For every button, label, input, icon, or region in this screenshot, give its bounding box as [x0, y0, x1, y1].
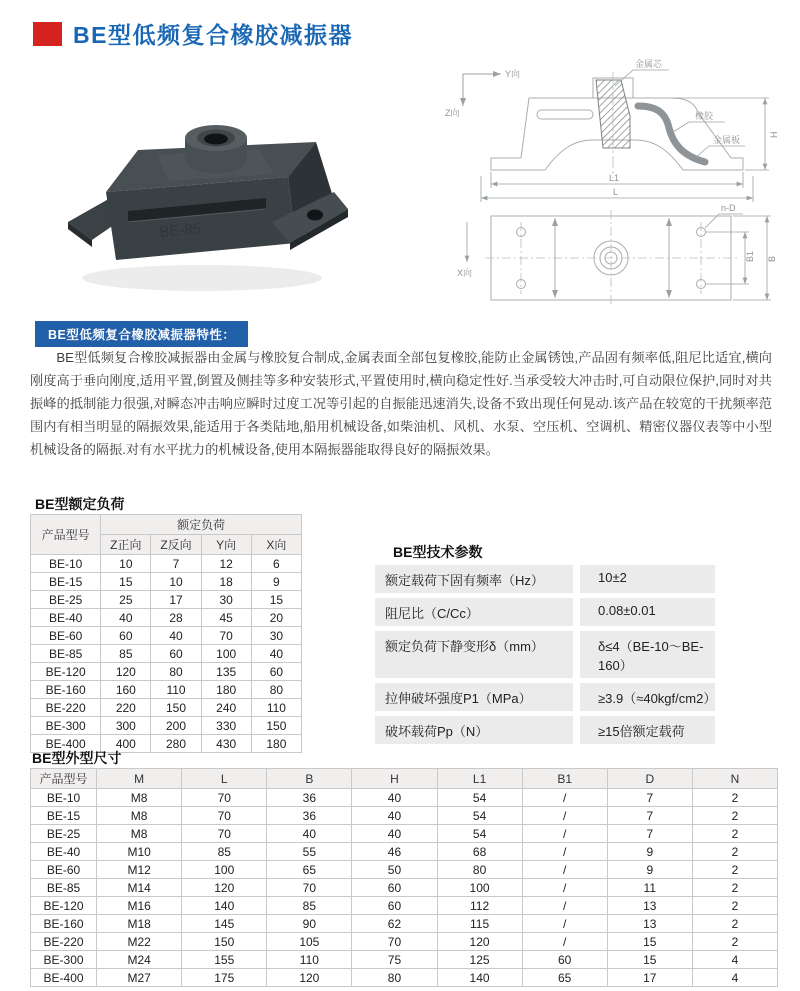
table-cell: 110	[251, 699, 301, 717]
dim-col-l1: L1	[437, 769, 522, 789]
table-cell: 120	[182, 879, 267, 897]
table-row	[31, 861, 778, 879]
table-cell: 12	[201, 555, 251, 573]
dim-l-label: L	[613, 187, 619, 197]
col-header-y: Y向	[201, 535, 251, 555]
table-cell: 10	[151, 573, 201, 591]
table-cell: 65	[267, 861, 352, 879]
table-cell: 115	[437, 915, 522, 933]
tech-param-label: 额定载荷下固有频率（Hz）	[375, 565, 573, 593]
table-cell: M12	[97, 861, 182, 879]
table-row	[31, 573, 302, 591]
tech-param-row	[375, 683, 715, 711]
table-cell: 2	[692, 879, 777, 897]
red-square-bullet-icon	[33, 22, 62, 46]
table-cell: 54	[437, 789, 522, 807]
table-cell: 175	[182, 969, 267, 987]
table-cell: 30	[251, 627, 301, 645]
table-cell: 80	[352, 969, 437, 987]
dim-col-b1: B1	[522, 769, 607, 789]
dim-col-l: L	[182, 769, 267, 789]
table-cell: 2	[692, 915, 777, 933]
table-cell: 70	[201, 627, 251, 645]
table-cell: 60	[522, 951, 607, 969]
table-cell: 430	[201, 735, 251, 753]
dim-l1-label: L1	[609, 173, 620, 183]
table-cell: 40	[352, 807, 437, 825]
dim-col-model: 产品型号	[31, 769, 97, 789]
table-cell: 4	[692, 969, 777, 987]
table-cell: 2	[692, 933, 777, 951]
table-cell: 50	[352, 861, 437, 879]
table-cell: 75	[352, 951, 437, 969]
dim-table	[30, 768, 778, 987]
features-paragraph: BE型低频复合橡胶减振器由金属与橡胶复合制成,金属表面全部包复橡胶,能防止金属锈蚀,产品固有频率低,阻尼比适宜,横向刚度高于垂向刚度,适用平置,倒置及侧挂等多种安装形式,平置使用时,横向稳定性好.当承受较大冲击时,可自动限位保护,同时对共振峰的抵制能力很强,对瞬态冲击响应瞬时过度工况等引起的自振能迅速消失,设备不致出现任何晃动.该产品在较宽的干扰频率范围内有相当明显的隔振效果,能适用于各类陆地,船用机械设备,如柴油机、风机、水泵、空压机、空调机、精密仪器仪表等中小型机械设备的隔振.对有水平扰力的机械设备,使用本隔振器能取得良好的隔振效果。	[30, 350, 772, 457]
table-cell: 2	[692, 843, 777, 861]
group-header: 额定负荷	[101, 515, 302, 535]
table-row	[31, 969, 778, 987]
axis-marker	[463, 74, 501, 106]
table-cell: 68	[437, 843, 522, 861]
table-cell: BE-400	[31, 969, 97, 987]
table-cell: 80	[437, 861, 522, 879]
features-heading-bar: BE型低频复合橡胶减振器特性：	[35, 321, 248, 347]
table-cell: 2	[692, 861, 777, 879]
table-cell: 240	[201, 699, 251, 717]
table-row	[31, 645, 302, 663]
table-cell: M8	[97, 825, 182, 843]
tech-params-list	[375, 565, 715, 749]
table-cell: 28	[151, 609, 201, 627]
table-cell: BE-160	[31, 915, 97, 933]
table-cell: 40	[101, 609, 151, 627]
table-cell: 46	[352, 843, 437, 861]
table-cell: /	[522, 807, 607, 825]
table-cell: 40	[151, 627, 201, 645]
table-cell: /	[522, 879, 607, 897]
table-cell: /	[522, 861, 607, 879]
tech-param-label: 拉伸破坏强度P1（MPa）	[375, 683, 573, 711]
table-cell: 40	[352, 789, 437, 807]
table-cell: 140	[182, 897, 267, 915]
dim-h-label: H	[769, 131, 779, 138]
table-cell: 70	[182, 807, 267, 825]
table-cell: 85	[267, 897, 352, 915]
z-axis-label: Z向	[445, 108, 460, 118]
table-cell: 220	[101, 699, 151, 717]
tech-param-label: 额定负荷下静变形δ（mm）	[375, 631, 573, 678]
table-cell: 280	[151, 735, 201, 753]
table-cell: 90	[267, 915, 352, 933]
table-cell: 150	[151, 699, 201, 717]
table-cell: 85	[101, 645, 151, 663]
table-cell: 70	[182, 825, 267, 843]
table-cell: 15	[607, 951, 692, 969]
table-cell: 120	[101, 663, 151, 681]
table-cell: 45	[201, 609, 251, 627]
rubber-label: 橡胶	[695, 111, 714, 121]
y-axis-label: Y向	[505, 69, 521, 79]
tech-param-row	[375, 565, 715, 593]
table-cell: 135	[201, 663, 251, 681]
embossed-model-label: BE-85	[158, 220, 202, 241]
table-cell: 180	[251, 735, 301, 753]
table-cell: 36	[267, 807, 352, 825]
table-cell: BE-15	[31, 573, 101, 591]
table-row	[31, 825, 778, 843]
table-row	[31, 609, 302, 627]
col-header-z-pos: Z正向	[101, 535, 151, 555]
table-cell: 80	[151, 663, 201, 681]
table-cell: 62	[352, 915, 437, 933]
table-cell: BE-60	[31, 861, 97, 879]
table-row	[31, 789, 778, 807]
table-cell: BE-10	[31, 555, 101, 573]
photo-shadow	[82, 265, 322, 291]
flange-hole	[307, 210, 323, 221]
table-cell: /	[522, 789, 607, 807]
table-cell: 30	[201, 591, 251, 609]
table-cell: BE-60	[31, 627, 101, 645]
table-cell: /	[522, 843, 607, 861]
table-cell: /	[522, 825, 607, 843]
table-cell: 6	[251, 555, 301, 573]
tech-param-value: ≥15倍额定载荷	[580, 716, 715, 744]
dim-table-title: BE型外型尺寸	[32, 750, 122, 766]
table-cell: 65	[522, 969, 607, 987]
table-cell: 155	[182, 951, 267, 969]
tech-params-title: BE型技术参数	[393, 544, 483, 560]
tech-param-value: 10±2	[580, 565, 715, 593]
table-cell: BE-15	[31, 807, 97, 825]
table-cell: BE-220	[31, 699, 101, 717]
table-cell: 140	[437, 969, 522, 987]
dim-col-h: H	[352, 769, 437, 789]
table-row	[31, 699, 302, 717]
table-row	[31, 897, 778, 915]
table-cell: 100	[201, 645, 251, 663]
table-cell: 15	[607, 933, 692, 951]
bottom-center-lines	[485, 210, 737, 306]
dim-b-label: B	[767, 255, 777, 262]
table-row	[31, 933, 778, 951]
tech-param-row	[375, 631, 715, 678]
tech-param-label: 阻尼比（C/Cc）	[375, 598, 573, 626]
cylinder-hole	[204, 134, 228, 145]
page-header	[33, 17, 353, 50]
table-cell: 145	[182, 915, 267, 933]
dim-col-d: D	[607, 769, 692, 789]
table-cell: 2	[692, 789, 777, 807]
table-cell: 120	[267, 969, 352, 987]
table-cell: 180	[201, 681, 251, 699]
table-cell: /	[522, 915, 607, 933]
table-cell: 60	[251, 663, 301, 681]
table-row	[31, 591, 302, 609]
table-cell: BE-85	[31, 645, 101, 663]
table-cell: 40	[251, 645, 301, 663]
table-cell: 110	[151, 681, 201, 699]
table-cell: 15	[251, 591, 301, 609]
metal-core-label: 金属芯	[635, 59, 663, 69]
table-cell: 120	[437, 933, 522, 951]
table-cell: 36	[267, 789, 352, 807]
dim-table-head	[31, 769, 778, 789]
technical-drawing	[433, 46, 789, 316]
table-cell: 40	[352, 825, 437, 843]
table-cell: BE-10	[31, 789, 97, 807]
table-cell: 55	[267, 843, 352, 861]
table-cell: M8	[97, 789, 182, 807]
table-cell: 7	[607, 825, 692, 843]
table-cell: M18	[97, 915, 182, 933]
table-cell: 40	[267, 825, 352, 843]
table-cell: 100	[182, 861, 267, 879]
col-model-header: 产品型号	[31, 515, 101, 555]
table-cell: 70	[267, 879, 352, 897]
table-cell: 160	[101, 681, 151, 699]
table-row	[31, 807, 778, 825]
table-cell: 2	[692, 825, 777, 843]
table-cell: 112	[437, 897, 522, 915]
table-cell: M27	[97, 969, 182, 987]
table-cell: BE-300	[31, 951, 97, 969]
table-cell: 13	[607, 897, 692, 915]
table-row	[31, 717, 302, 735]
product-photo	[50, 80, 350, 305]
table-cell: 60	[151, 645, 201, 663]
table-cell: BE-40	[31, 609, 101, 627]
table-cell: 7	[607, 789, 692, 807]
table-cell: BE-220	[31, 933, 97, 951]
table-row	[31, 915, 778, 933]
dim-b1-label: B1	[745, 250, 755, 262]
table-cell: 125	[437, 951, 522, 969]
table-cell: 400	[101, 735, 151, 753]
table-row	[31, 951, 778, 969]
load-table-title: BE型额定负荷	[35, 496, 125, 512]
table-cell: /	[522, 897, 607, 915]
dim-col-n: N	[692, 769, 777, 789]
table-row	[31, 681, 302, 699]
table-cell: 150	[182, 933, 267, 951]
table-cell: BE-120	[31, 663, 101, 681]
table-cell: 110	[267, 951, 352, 969]
table-cell: M16	[97, 897, 182, 915]
table-cell: 100	[437, 879, 522, 897]
table-cell: 7	[607, 807, 692, 825]
table-cell: BE-25	[31, 591, 101, 609]
table-cell: 20	[251, 609, 301, 627]
table-cell: M8	[97, 807, 182, 825]
table-row	[31, 627, 302, 645]
table-cell: 54	[437, 807, 522, 825]
table-cell: 70	[352, 933, 437, 951]
table-cell: BE-400	[31, 735, 101, 753]
table-cell: 11	[607, 879, 692, 897]
table-cell: 9	[251, 573, 301, 591]
dimension-lines-bottom	[467, 214, 771, 300]
metal-plate-label: 金属板	[713, 135, 741, 145]
table-cell: 15	[101, 573, 151, 591]
table-cell: BE-25	[31, 825, 97, 843]
table-cell: 4	[692, 951, 777, 969]
table-cell: 2	[692, 807, 777, 825]
table-cell: 9	[607, 861, 692, 879]
load-table-head	[31, 515, 302, 555]
table-cell: M14	[97, 879, 182, 897]
table-cell: M10	[97, 843, 182, 861]
col-header-z-neg: Z反向	[151, 535, 201, 555]
table-row	[31, 663, 302, 681]
table-cell: 85	[182, 843, 267, 861]
table-cell: 200	[151, 717, 201, 735]
table-cell: 10	[101, 555, 151, 573]
table-cell: 60	[352, 879, 437, 897]
table-cell: 150	[251, 717, 301, 735]
table-cell: 60	[101, 627, 151, 645]
tech-param-value: 0.08±0.01	[580, 598, 715, 626]
table-cell: 300	[101, 717, 151, 735]
page-title: BE型低频复合橡胶减振器	[73, 22, 353, 48]
table-row	[31, 843, 778, 861]
load-table	[30, 514, 302, 753]
table-cell: BE-300	[31, 717, 101, 735]
table-cell: 330	[201, 717, 251, 735]
dim-col-b: B	[267, 769, 352, 789]
tech-param-row	[375, 598, 715, 626]
load-table-body	[31, 555, 302, 753]
table-cell: 60	[352, 897, 437, 915]
table-cell: /	[522, 933, 607, 951]
tech-param-label: 破坏载荷Pp（N）	[375, 716, 573, 744]
table-cell: BE-160	[31, 681, 101, 699]
table-row	[31, 879, 778, 897]
tech-param-value: δ≤4（BE-10～BE-160）	[580, 631, 715, 678]
table-cell: BE-85	[31, 879, 97, 897]
table-cell: BE-40	[31, 843, 97, 861]
table-cell: 17	[607, 969, 692, 987]
table-cell: M24	[97, 951, 182, 969]
table-cell: 13	[607, 915, 692, 933]
holes-label: n-D	[721, 203, 736, 213]
col-header-x: X向	[251, 535, 301, 555]
table-cell: 25	[101, 591, 151, 609]
table-cell: 17	[151, 591, 201, 609]
table-cell: 54	[437, 825, 522, 843]
dim-table-body	[31, 789, 778, 987]
table-row	[31, 555, 302, 573]
tech-param-value: ≥3.9（≈40kgf/cm2）	[580, 683, 715, 711]
tech-param-row	[375, 716, 715, 744]
dim-col-m: M	[97, 769, 182, 789]
table-cell: BE-120	[31, 897, 97, 915]
table-cell: 70	[182, 789, 267, 807]
table-cell: 18	[201, 573, 251, 591]
table-cell: 2	[692, 897, 777, 915]
table-cell: M22	[97, 933, 182, 951]
table-cell: 7	[151, 555, 201, 573]
table-cell: 9	[607, 843, 692, 861]
table-cell: 80	[251, 681, 301, 699]
x-axis-label: X向	[457, 268, 473, 278]
table-cell: 105	[267, 933, 352, 951]
